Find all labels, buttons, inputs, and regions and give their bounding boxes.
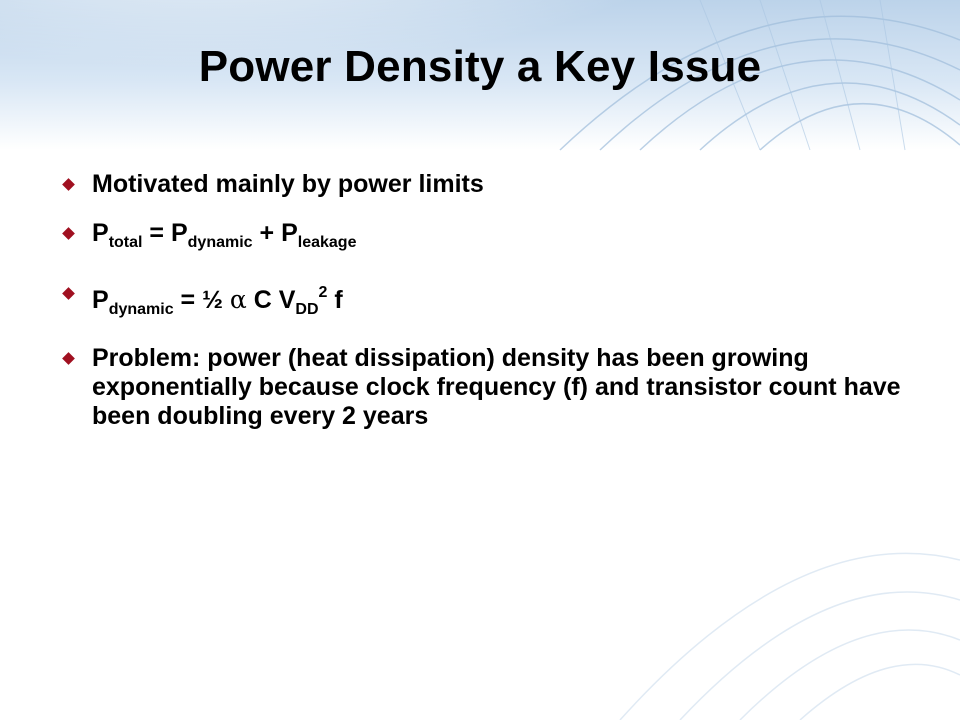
p-dynamic-symbol: P bbox=[92, 286, 109, 314]
vdd-subscript: DD bbox=[295, 301, 319, 318]
diamond-bullet-icon bbox=[62, 178, 75, 191]
squared-superscript: 2 bbox=[318, 284, 328, 301]
bullet-list bbox=[62, 170, 902, 431]
bullet-problem-statement bbox=[62, 344, 902, 431]
bullet-text: Motivated mainly by power limits bbox=[92, 170, 484, 198]
bullet-dynamic-power-equation bbox=[62, 277, 902, 326]
p-leakage-subscript: leakage bbox=[297, 234, 357, 251]
p-leakage-symbol: P bbox=[281, 219, 298, 247]
p-dynamic-symbol: P bbox=[170, 219, 188, 247]
p-dynamic-subscript: dynamic bbox=[187, 234, 253, 251]
bullet-power-limits bbox=[62, 170, 902, 199]
diamond-bullet-icon bbox=[62, 352, 75, 365]
bullet-total-power-equation bbox=[62, 217, 902, 259]
p-dynamic-subscript: dynamic bbox=[108, 301, 174, 318]
frequency-symbol: f bbox=[327, 286, 343, 314]
p-total-symbol: P bbox=[92, 219, 109, 247]
diamond-bullet-icon bbox=[62, 227, 75, 240]
p-total-subscript: total bbox=[108, 234, 143, 251]
plus-sign: + bbox=[252, 219, 282, 247]
capacitance-voltage: C V bbox=[246, 286, 296, 314]
bullet-text: Problem: power (heat dissipation) density has been growing exponentially because clock frequency (f) and transistor count have been doubling every 2 years bbox=[92, 344, 901, 430]
equals-sign: = bbox=[142, 219, 171, 247]
equals-half: = ½ bbox=[173, 286, 230, 314]
alpha-symbol: α bbox=[229, 285, 247, 314]
diamond-bullet-icon bbox=[62, 287, 75, 300]
slide-title: Power Density a Key Issue bbox=[198, 42, 762, 91]
